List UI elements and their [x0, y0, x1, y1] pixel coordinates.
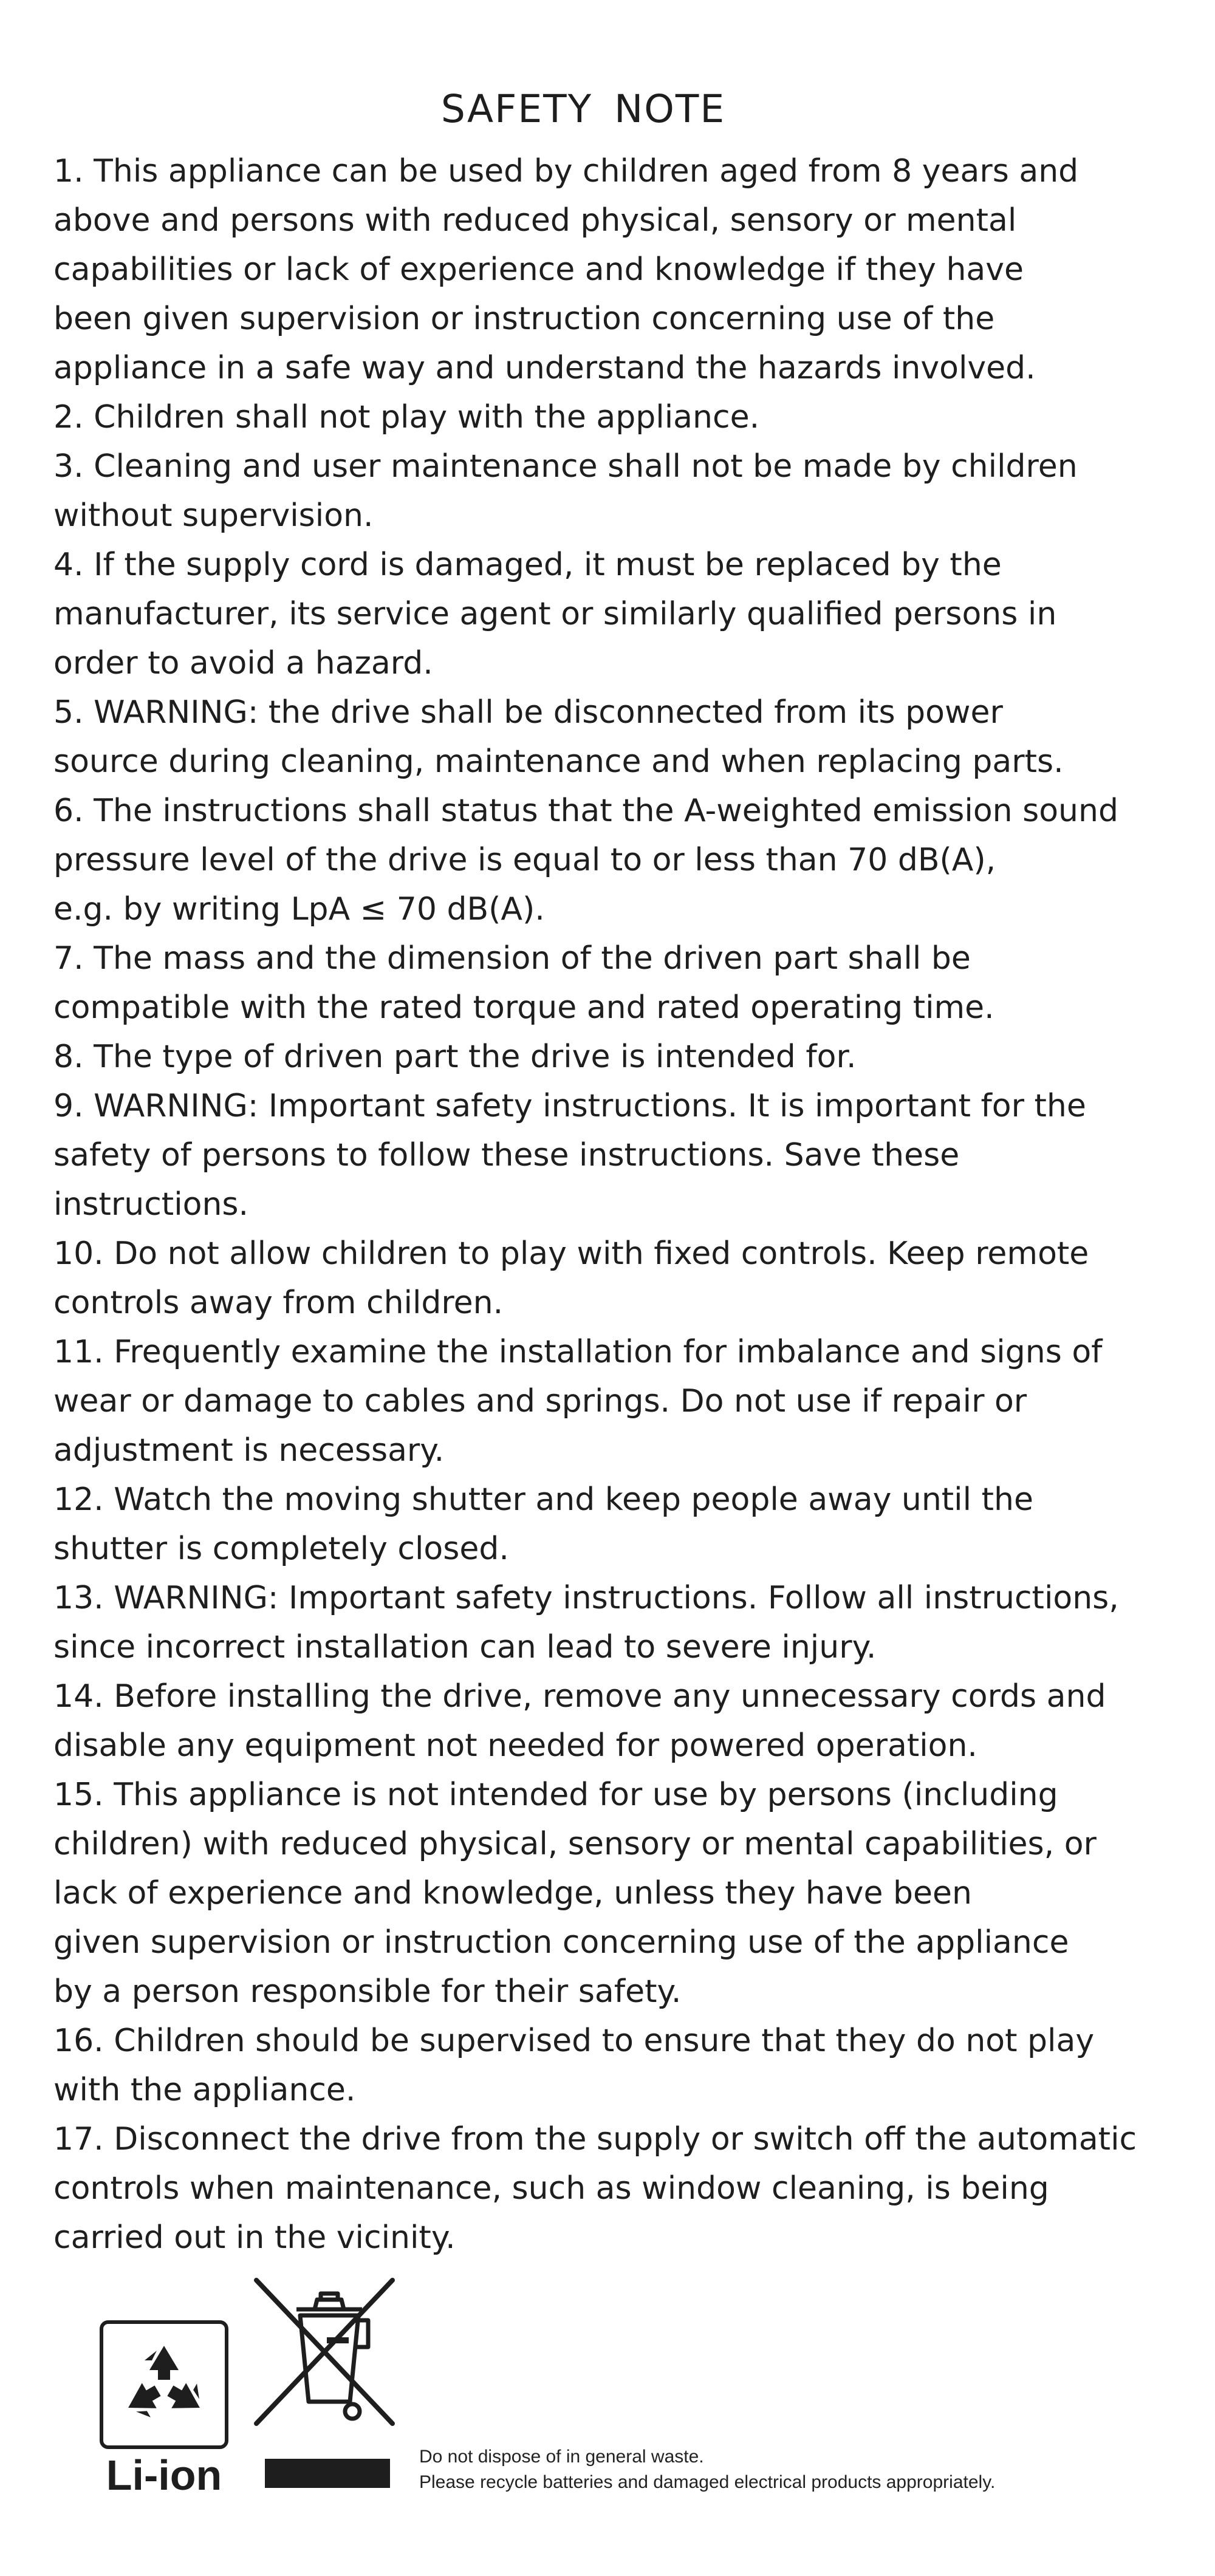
safety-list — [53, 147, 1141, 2263]
safety-item — [53, 2017, 1141, 2115]
safety-item-line: 3. Cleaning and user maintenance shall not be made by children — [53, 448, 1078, 485]
disposal-line: Please recycle batteries and damaged electrical products appropriately. — [419, 2472, 996, 2492]
safety-item-line: 8. The type of driven part the drive is intended for. — [53, 1039, 857, 1075]
safety-item-line: 13. WARNING: Important safety instructions. Follow all instructions, — [53, 1580, 1119, 1616]
safety-item — [53, 787, 1141, 934]
safety-item-line: compatible with the rated torque and rated operating time. — [53, 989, 994, 1026]
safety-item — [53, 1033, 1141, 1082]
safety-item-line: safety of persons to follow these instructions. Save these — [53, 1137, 960, 1174]
li-ion-label: Li-ion — [106, 2451, 222, 2499]
safety-item-line: pressure level of the drive is equal to or less than 70 dB(A), — [53, 842, 996, 878]
safety-item-line: manufacturer, its service agent or similarly qualified persons in — [53, 596, 1057, 632]
safety-item-line: 1. This appliance can be used by children aged from 8 years and — [53, 153, 1079, 190]
safety-item-line: without supervision. — [53, 497, 374, 534]
safety-item-line: instructions. — [53, 1186, 249, 1223]
safety-item-line: capabilities or lack of experience and knowledge if they have — [53, 251, 1024, 288]
safety-item — [53, 1771, 1141, 2017]
safety-item-line: carried out in the vicinity. — [53, 2219, 456, 2256]
disposal-footer — [0, 2272, 1215, 2503]
safety-item-line: 16. Children should be supervised to ensure that they do not play — [53, 2023, 1095, 2059]
safety-item-line: given supervision or instruction concerning use of the appliance — [53, 1924, 1069, 1961]
safety-item-line: above and persons with reduced physical, sensory or mental — [53, 202, 1017, 239]
safety-item-line: lack of experience and knowledge, unless they have been — [53, 1875, 972, 1912]
safety-item-line: 9. WARNING: Important safety instructions. It is important for the — [53, 1088, 1086, 1124]
safety-item-line: since incorrect installation can lead to severe injury. — [53, 1629, 877, 1666]
safety-item-line: 10. Do not allow children to play with fixed controls. Keep remote — [53, 1235, 1089, 1272]
safety-item — [53, 1475, 1141, 1574]
safety-item-line: with the appliance. — [53, 2072, 356, 2108]
safety-item — [53, 934, 1141, 1033]
safety-item — [53, 442, 1141, 541]
recycle-icon — [100, 2320, 228, 2449]
weee-bar — [265, 2459, 390, 2488]
safety-item-line: 17. Disconnect the drive from the supply or switch off the automatic — [53, 2121, 1137, 2157]
safety-item — [53, 1328, 1141, 1475]
safety-item — [53, 1672, 1141, 1771]
safety-item-line: adjustment is necessary. — [53, 1432, 445, 1469]
safety-item-line: 14. Before installing the drive, remove any unnecessary cords and — [53, 1678, 1106, 1715]
safety-item-line: 12. Watch the moving shutter and keep people away until the — [53, 1481, 1033, 1518]
safety-item — [53, 393, 1141, 442]
safety-item-line: 5. WARNING: the drive shall be disconnected from its power — [53, 694, 1003, 731]
safety-item-line: 6. The instructions shall status that the A-weighted emission sound — [53, 793, 1118, 829]
safety-item-line: 15. This appliance is not intended for use by persons (including — [53, 1777, 1058, 1813]
disposal-line: Do not dispose of in general waste. — [419, 2447, 704, 2467]
safety-item-line: 4. If the supply cord is damaged, it must be replaced by the — [53, 547, 1002, 583]
disposal-notice — [419, 2444, 995, 2495]
safety-item — [53, 688, 1141, 787]
safety-item-line: been given supervision or instruction concerning use of the — [53, 301, 995, 337]
safety-item — [53, 147, 1141, 393]
crossed-out-wheelie-bin-icon — [249, 2272, 407, 2442]
safety-item-line: 7. The mass and the dimension of the driven part shall be — [53, 940, 971, 977]
safety-item — [53, 1574, 1141, 1672]
safety-item-line: controls when maintenance, such as window cleaning, is being — [53, 2170, 1049, 2207]
safety-item — [53, 541, 1141, 688]
safety-item — [53, 1082, 1141, 1229]
safety-item-line: source during cleaning, maintenance and when replacing parts. — [53, 743, 1064, 780]
safety-item-line: by a person responsible for their safety. — [53, 1973, 682, 2010]
safety-item — [53, 2115, 1141, 2263]
safety-item-line: e.g. by writing LpA ≤ 70 dB(A). — [53, 891, 545, 928]
safety-item-line: controls away from children. — [53, 1285, 504, 1321]
safety-item-line: appliance in a safe way and understand the hazards involved. — [53, 350, 1036, 386]
safety-item-line: shutter is completely closed. — [53, 1531, 509, 1567]
safety-item-line: order to avoid a hazard. — [53, 645, 433, 682]
safety-item-line: wear or damage to cables and springs. Do not use if repair or — [53, 1383, 1027, 1420]
safety-item-line: 2. Children shall not play with the appliance. — [53, 399, 760, 436]
safety-item — [53, 1229, 1141, 1328]
safety-item-line: disable any equipment not needed for powered operation. — [53, 1727, 977, 1764]
page-title: SAFETY NOTE — [440, 87, 726, 131]
safety-item-line: 11. Frequently examine the installation for imbalance and signs of — [53, 1334, 1103, 1370]
safety-item-line: children) with reduced physical, sensory or mental capabilities, or — [53, 1826, 1097, 1862]
